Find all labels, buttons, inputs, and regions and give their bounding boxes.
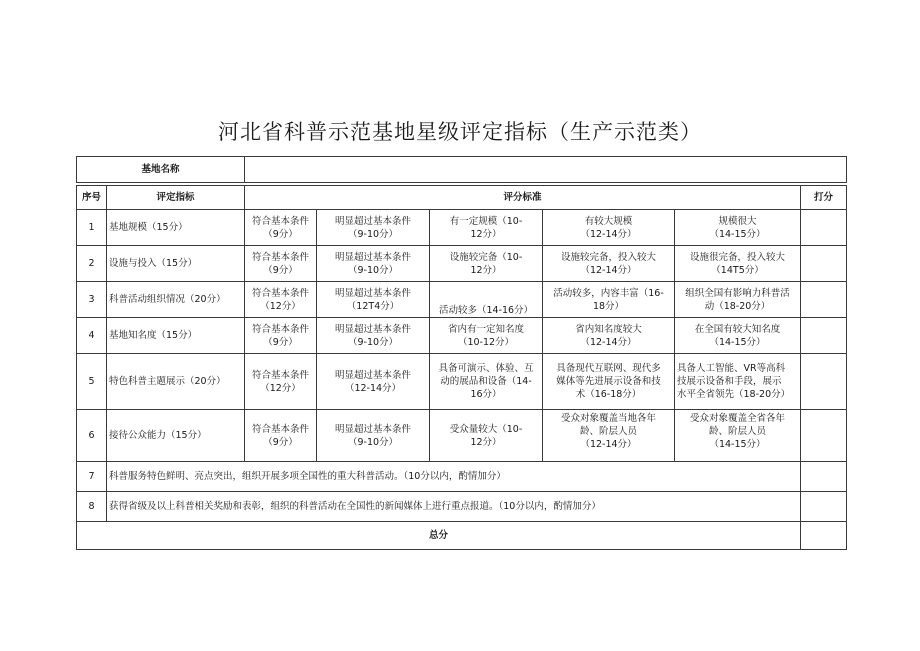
header-row <box>77 186 847 210</box>
row-seq: 1 <box>77 210 107 246</box>
criteria-level-2: 明显超过基本条件 （9-10分） <box>317 210 430 246</box>
criteria-level-3: 设施较完备（10- 12分） <box>430 246 543 282</box>
criteria-level-2: 明显超过基本条件 （12-14分） <box>317 354 430 410</box>
score-cell[interactable] <box>801 492 847 522</box>
criteria-level-4: 设施较完备，投入较大 （12-14分） <box>543 246 675 282</box>
criteria-level-2: 明显超过基本条件 （9-10分） <box>317 318 430 354</box>
row-indicator: 接待公众能力（15分） <box>107 410 245 462</box>
row-seq: 3 <box>77 282 107 318</box>
base-name-input-cell[interactable] <box>245 157 847 183</box>
header-criteria: 评分标准 <box>245 186 801 210</box>
header-indicator: 评定指标 <box>107 186 245 210</box>
row-indicator: 特色科普主题展示（20分） <box>107 354 245 410</box>
bonus-criteria: 获得省级及以上科普相关奖励和表彰，组织的科普活动在全国性的新闻媒体上进行重点报道。（10分以内，酌情加分） <box>107 492 801 522</box>
row-indicator: 设施与投入（15分） <box>107 246 245 282</box>
criteria-level-3: 具备可演示、体验、互 动的展品和设备（14- 16分） <box>430 354 543 410</box>
row-seq: 7 <box>77 462 107 492</box>
base-name-row <box>77 157 847 183</box>
row-seq: 4 <box>77 318 107 354</box>
criteria-level-5: 具备人工智能、VR等高科 技展示设备和手段，展示 水平全省领先（18-20分） <box>675 354 801 410</box>
criteria-level-4: 省内知名度较大 （12-14分） <box>543 318 675 354</box>
score-cell[interactable] <box>801 210 847 246</box>
table-row <box>77 354 847 410</box>
score-cell[interactable] <box>801 462 847 492</box>
table-row <box>77 210 847 246</box>
base-name-label: 基地名称 <box>77 157 245 183</box>
criteria-level-1: 符合基本条件 （12分） <box>245 282 317 318</box>
row-seq: 5 <box>77 354 107 410</box>
criteria-level-2: 明显超过基本条件 （9-10分） <box>317 246 430 282</box>
criteria-level-2: 明显超过基本条件 （12T4分） <box>317 282 430 318</box>
row-seq: 8 <box>77 492 107 522</box>
criteria-level-1: 符合基本条件 （9分） <box>245 210 317 246</box>
total-score-cell[interactable] <box>801 522 847 550</box>
score-cell[interactable] <box>801 282 847 318</box>
bonus-row <box>77 492 847 522</box>
row-seq: 6 <box>77 410 107 462</box>
criteria-level-4: 具备现代互联网、现代多 媒体等先进展示设备和技 术（16-18分） <box>543 354 675 410</box>
criteria-level-1: 符合基本条件 （9分） <box>245 410 317 462</box>
total-row <box>77 522 847 550</box>
table-row <box>77 282 847 318</box>
criteria-level-5: 设施很完备，投入较大 （14T5分） <box>675 246 801 282</box>
evaluation-table <box>76 156 847 550</box>
criteria-level-1: 符合基本条件 （9分） <box>245 318 317 354</box>
criteria-level-3: 有一定规模（10- 12分） <box>430 210 543 246</box>
criteria-level-5: 规模很大 （14-15分） <box>675 210 801 246</box>
score-cell[interactable] <box>801 410 847 462</box>
header-seq: 序号 <box>77 186 107 210</box>
document-title: 河北省科普示范基地星级评定指标（生产示范类） <box>218 120 702 144</box>
table-row <box>77 318 847 354</box>
header-score: 打分 <box>801 186 847 210</box>
score-cell[interactable] <box>801 246 847 282</box>
total-label: 总分 <box>77 522 801 550</box>
criteria-level-2: 明显超过基本条件 （9-10分） <box>317 410 430 462</box>
criteria-level-5: 在全国有较大知名度 （14-15分） <box>675 318 801 354</box>
row-indicator: 基地知名度（15分） <box>107 318 245 354</box>
criteria-level-4: 受众对象覆盖当地各年 龄、阶层人员 （12-14分） <box>543 410 675 462</box>
row-indicator: 科普活动组织情况（20分） <box>107 282 245 318</box>
criteria-level-3: 活动较多（14-16分） <box>430 282 543 318</box>
criteria-level-5: 组织全国有影响力科普活 动（18-20分） <box>675 282 801 318</box>
criteria-level-3: 受众量较大（10- 12分） <box>430 410 543 462</box>
criteria-level-3: 省内有一定知名度 （10-12分） <box>430 318 543 354</box>
bonus-criteria: 科普服务特色鲜明、亮点突出，组织开展多项全国性的重大科普活动。（10分以内，酌情加分） <box>107 462 801 492</box>
criteria-level-5: 受众对象覆盖全省各年 龄、阶层人员 （14-15分） <box>675 410 801 462</box>
criteria-level-1: 符合基本条件 （9分） <box>245 246 317 282</box>
row-indicator: 基地规模（15分） <box>107 210 245 246</box>
score-cell[interactable] <box>801 354 847 410</box>
score-cell[interactable] <box>801 318 847 354</box>
table-row <box>77 410 847 462</box>
criteria-level-4: 活动较多，内容丰富（16- 18分） <box>543 282 675 318</box>
criteria-level-1: 符合基本条件 （12分） <box>245 354 317 410</box>
bonus-row <box>77 462 847 492</box>
criteria-level-4: 有较大规模 （12-14分） <box>543 210 675 246</box>
row-seq: 2 <box>77 246 107 282</box>
table-row <box>77 246 847 282</box>
